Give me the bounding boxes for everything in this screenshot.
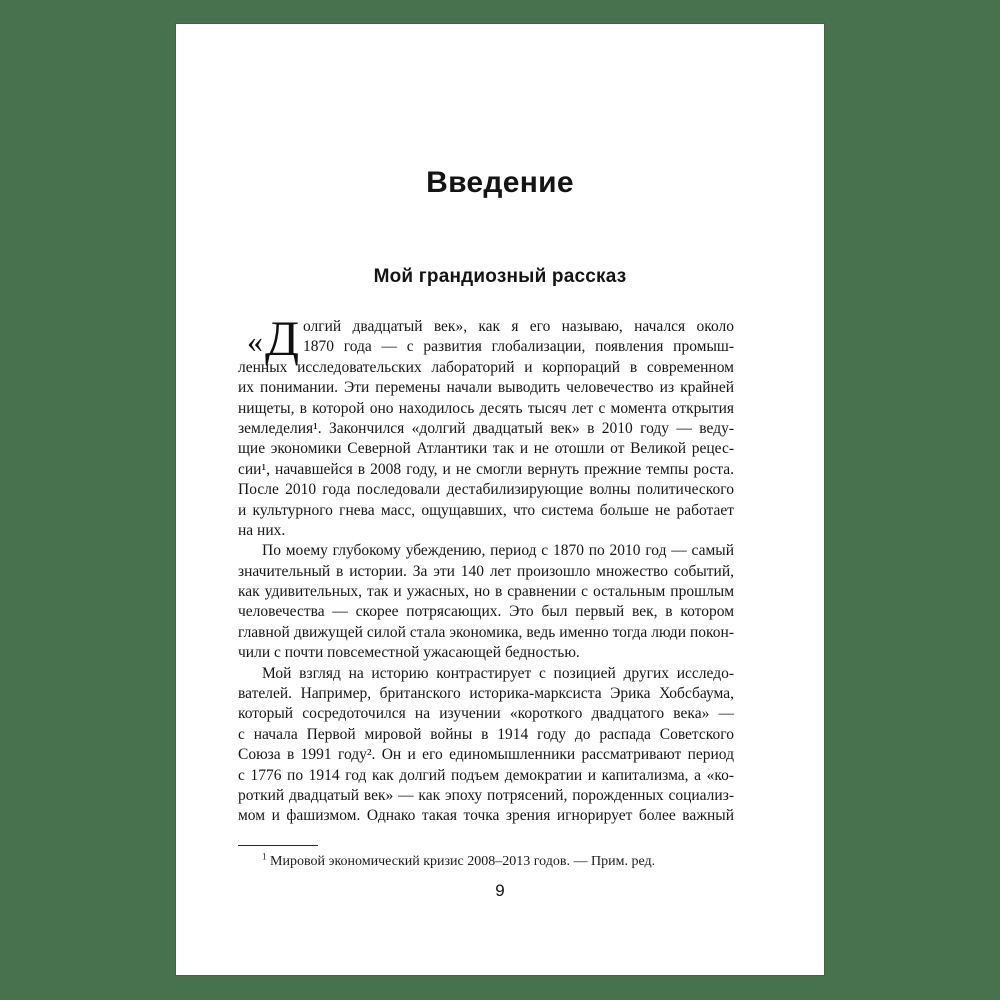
footnote-text: Мировой экономический кризис 2008–2013 годов. — Прим. ред. bbox=[266, 854, 656, 869]
body-line: нищеты, в которой оно находилось десять тысяч лет с момента открытия bbox=[238, 399, 734, 417]
body-line: значительный в истории. За эти 140 лет произошло множество событий, bbox=[238, 562, 734, 580]
body-line: человечества — скорее потрясающих. Это был первый век, в котором bbox=[238, 603, 734, 621]
drop-cap-quote: « bbox=[247, 323, 263, 359]
body-line: с 1776 по 1914 год как долгий подъем демократии и капитализма, а «ко- bbox=[238, 766, 734, 784]
footnote-marker: 1 bbox=[262, 851, 267, 862]
body-line: мом и фашизмом. Однако такая точка зрения игнорирует более важный bbox=[238, 807, 734, 825]
body-line: как удивительных, так и ужасных, но в сравнении с остальным прошлым bbox=[238, 583, 734, 601]
body-line: По моему глубокому убеждению, период с 1870 по 2010 год — самый bbox=[262, 542, 734, 560]
body-line: на них. bbox=[238, 521, 286, 539]
body-line: Союза в 1991 году². Он и его единомышленники рассматривают период bbox=[238, 746, 734, 764]
paragraph bbox=[238, 664, 734, 827]
body-line: их понимании. Эти перемены начали выводить человечество из крайней bbox=[238, 379, 734, 397]
paragraph bbox=[238, 317, 734, 541]
paragraph bbox=[238, 541, 734, 663]
body-line: который сосредоточился на изучении «короткого двадцатого века» — bbox=[238, 705, 734, 723]
body-line: и культурного гнева масс, ощущавших, что система больше не работает bbox=[238, 501, 734, 519]
body-line: сии¹, начавшейся в 2008 году, и не смогли вернуть прежние темпы роста. bbox=[238, 460, 734, 478]
body-line: вателей. Например, британского историка-марксиста Эрика Хобсбаума, bbox=[238, 685, 734, 703]
chapter-title: Введение bbox=[426, 166, 574, 199]
book-page bbox=[176, 24, 824, 975]
footnote-rule bbox=[238, 845, 318, 846]
body-line: олгий двадцатый век», как я его называю, начался около bbox=[303, 318, 734, 335]
body-text bbox=[238, 310, 734, 827]
drop-cap-letter: Д bbox=[265, 310, 300, 366]
section-title: Мой грандиозный рассказ bbox=[373, 266, 627, 287]
body-line: Мой взгляд на историю контрастирует с позицией других исследо- bbox=[262, 664, 734, 682]
body-line: щие экономики Северной Атлантики так и не отошли от Великой рецес- bbox=[238, 440, 734, 458]
body-line: роткий двадцатый век» — как эпоху потрясений, порожденных социализ- bbox=[238, 786, 734, 804]
page-number: 9 bbox=[495, 881, 505, 900]
body-line: После 2010 года последовали дестабилизирующие волны политического bbox=[238, 481, 734, 499]
body-line: главной движущей силой стала экономика, ведь именно тогда люди покон- bbox=[238, 623, 734, 641]
body-line: земледелия¹. Закончился «долгий двадцатый век» в 2010 году — веду- bbox=[238, 419, 734, 437]
body-line: с начала Первой мировой войны в 1914 году до распада Советского bbox=[238, 725, 734, 743]
footnote bbox=[238, 853, 734, 871]
body-line: чили с почти повсеместной ужасающей бедностью. bbox=[238, 644, 580, 662]
body-line: ленных исследовательских лабораторий и корпораций в современном bbox=[238, 358, 734, 376]
body-line: 1870 года — с развития глобализации, появления промыш- bbox=[303, 338, 734, 356]
drop-cap bbox=[238, 310, 303, 366]
